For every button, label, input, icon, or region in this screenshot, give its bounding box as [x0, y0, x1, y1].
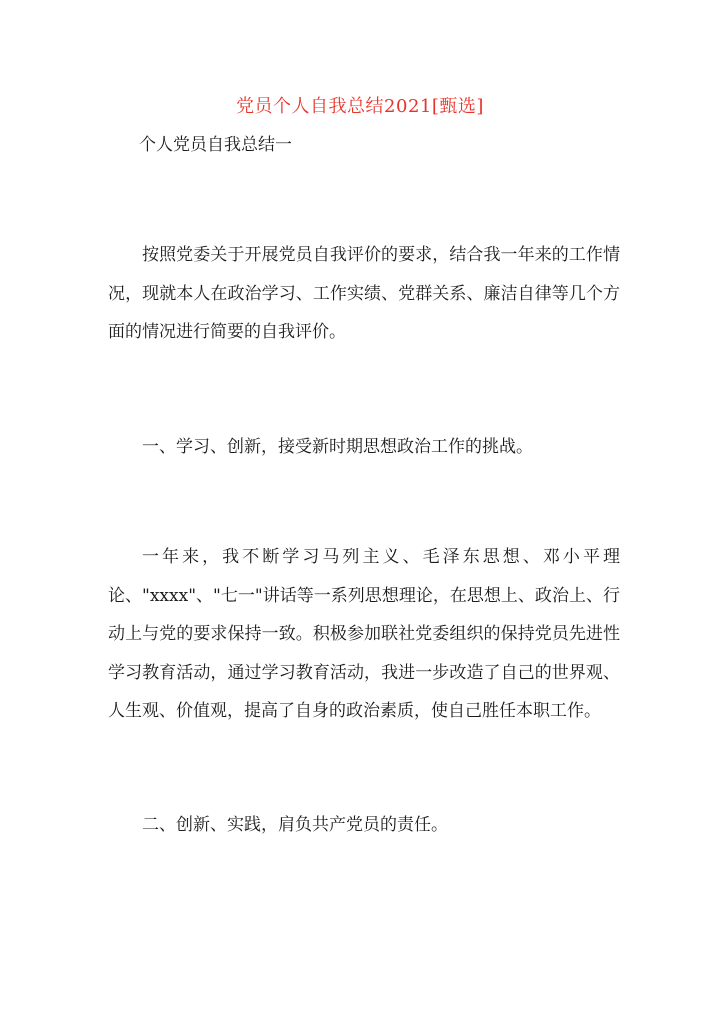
section-two-heading: 二、创新、实践，肩负共产党员的责任。 — [142, 815, 448, 835]
section-one-body: 一年来，我不断学习马列主义、毛泽东思想、邓小平理论、"xxxx"、"七一"讲话等一系列思想理论，在思想上、政治上、行动上与党的要求保持一致。积极参加联社党委组织的保持党员先进性学习教育活动，通过学习教育活动，我进一步改造了自己的世界观、人生观、价值观，提高了自身的政治素质，使自己胜任本职工作。 — [108, 547, 620, 721]
intro-paragraph: 按照党委关于开展党员自我评价的要求，结合我一年来的工作情况，现就本人在政治学习、工作实绩、党群关系、廉洁自律等几个方面的情况进行简要的自我评价。 — [108, 245, 620, 342]
section-one-heading: 一、学习、创新，接受新时期思想政治工作的挑战。 — [142, 437, 533, 457]
document-subtitle: 个人党员自我总结一 — [139, 135, 292, 155]
document-title: 党员个人自我总结2021[甄选] — [236, 96, 484, 117]
